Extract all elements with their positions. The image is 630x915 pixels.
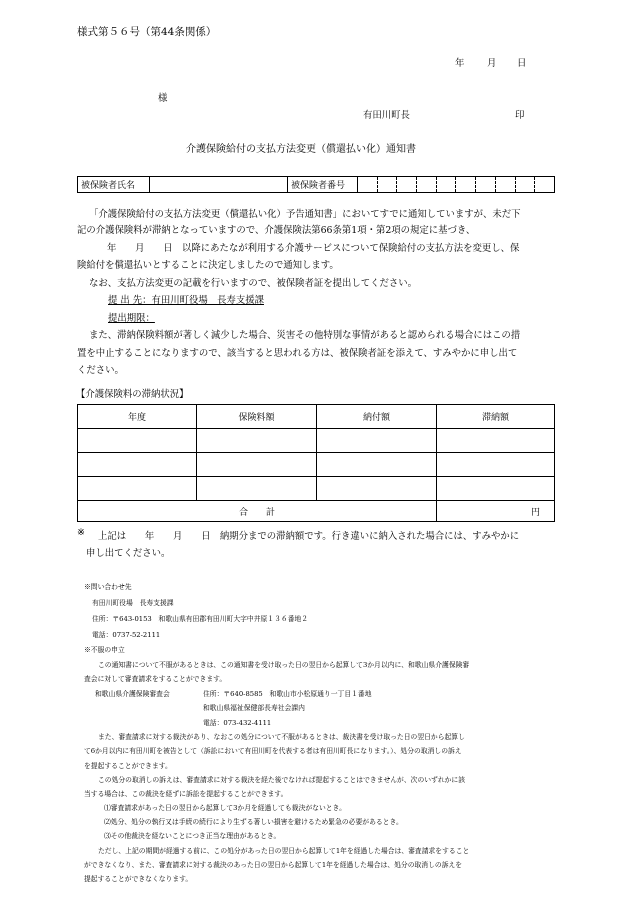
table-cell[interactable]	[197, 477, 317, 501]
submit-to: 提 出 先：有田川町役場 長寿支援課	[108, 295, 264, 306]
contact-phone: 電話：0737-52-2111	[92, 631, 161, 639]
table-row	[78, 477, 555, 501]
body-paragraph-1-cont: 記の介護保険料が滞納となっていますので、介護保険法第66条第1項・第2項の規定に基づき、	[77, 225, 476, 236]
contact-address: 住所：〒643-0153 和歌山県有田郡有田川町大字中井原１３６番地２	[92, 615, 309, 623]
table-cell[interactable]	[437, 429, 555, 453]
body-paragraph-2: 年 月 日 以降にあたなが利用する介護サービスについて保険給付の支払方法を変更し、保	[107, 243, 520, 254]
total-label: 合 計	[78, 501, 437, 522]
insured-number-label: 被保険者番号	[288, 177, 358, 193]
objection-line: て6か月以内に有田川町を被告として（訴訟において有田川町を代表する者は有田川町長になります。）、処分の取消しの訴え	[84, 747, 462, 755]
contact-heading: ※問い合わせ先	[84, 583, 132, 591]
body-paragraph-3: なお、支払方法変更の記載を行いますので、被保険者証を提出してください。	[89, 278, 417, 289]
table-cell[interactable]	[437, 453, 555, 477]
body-paragraph-1: 「介護保険給付の支払方法変更（償還払い化）予告通知書」においてすでに通知していますが、未だ下	[89, 209, 521, 220]
table-cell[interactable]	[78, 429, 197, 453]
addressee-suffix: 様	[158, 93, 168, 104]
objection-line: を提起することができます。	[84, 762, 172, 770]
table-row	[78, 453, 555, 477]
objection-line: 査会に対して審査請求をすることができます。	[84, 675, 227, 683]
column-header: 滞納額	[437, 405, 555, 429]
objection-condition: ⑶その他裁決を経ないことにつき正当な理由があるとき。	[104, 832, 281, 840]
objection-line: また、審査請求に対する裁決があり、なおこの処分について不服があるときは、裁決書を受け取った日の翌日から起算し	[98, 733, 465, 741]
total-unit[interactable]: 円	[437, 501, 555, 522]
insured-number-digit[interactable]	[358, 177, 378, 193]
note-line-2: 申し出てください。	[86, 548, 171, 559]
council-address: 住所：〒640-8585 和歌山市小松原通り一丁目１番地	[203, 690, 372, 698]
column-header: 年度	[78, 405, 197, 429]
table-cell[interactable]	[78, 477, 197, 501]
body-paragraph-4-cont: 置を中止することになりますので、該当すると思われる方は、被保険者証を添えて、すみやかに申し出て	[77, 348, 518, 359]
table-cell[interactable]	[78, 453, 197, 477]
arrears-heading: 【介護保険料の滞納状況】	[76, 389, 189, 400]
insured-number-digit[interactable]	[377, 177, 397, 193]
form-number: 様式第５６号（第44条関係）	[77, 26, 217, 38]
insured-number-digit[interactable]	[456, 177, 476, 193]
objection-condition: ⑴審査請求があった日の翌日から起算して3か月を経過しても裁決がないとき。	[104, 804, 346, 812]
note-mark: ※	[77, 527, 85, 538]
insured-name-field[interactable]	[150, 177, 288, 193]
table-cell[interactable]	[317, 453, 437, 477]
date-year: 年	[455, 58, 465, 69]
insured-name-label: 被保険者氏名	[78, 177, 150, 193]
objection-heading: ※不服の申立	[84, 646, 125, 654]
column-header: 保険料額	[197, 405, 317, 429]
insured-number-digit[interactable]	[535, 177, 555, 193]
table-cell[interactable]	[317, 477, 437, 501]
submit-deadline: 提出期限：	[108, 313, 155, 324]
issuer: 有田川町長	[363, 110, 410, 121]
column-header: 納付額	[317, 405, 437, 429]
date-month: 月	[487, 58, 497, 69]
objection-line: ただし、上記の期間が経過する前に、この処分があった日の翌日から起算して1年を経過した場合は、審査請求をすること	[98, 847, 470, 855]
objection-condition: ⑵処分、処分の執行又は手続の続行により生ずる著しい損害を避けるため緊急の必要があるとき。	[104, 818, 403, 826]
objection-line: この通知書について不服があるときは、この通知書を受け取った日の翌日から起算して3か月以内に、和歌山県介護保険審	[98, 661, 470, 669]
insured-number-digit[interactable]	[436, 177, 456, 193]
objection-line: 提起することができなくなります。	[84, 875, 193, 883]
insured-number-digit[interactable]	[417, 177, 437, 193]
body-paragraph-4: また、滞納保険料額が著しく減少した場合、災害その他特別な事情があると認められる場合にはこの措	[89, 330, 521, 341]
date-day: 日	[517, 58, 527, 69]
council-phone: 電話：073-432-4111	[203, 719, 272, 727]
table-cell[interactable]	[197, 453, 317, 477]
contact-office: 有田川町役場 長寿支援課	[92, 599, 174, 607]
insured-number-digit[interactable]	[495, 177, 515, 193]
council-name: 和歌山県介護保険審査会	[95, 690, 170, 698]
insured-number-digit[interactable]	[476, 177, 496, 193]
note-line-1: 上記は 年 月 日 納期分までの滞納額です。行き違いに納入された場合には、すみやかに	[98, 531, 520, 542]
insured-number-digit[interactable]	[515, 177, 535, 193]
insured-info-table	[77, 176, 555, 193]
objection-line: 当する場合は、この裁決を経ずに訴訟を提起することができます。	[84, 790, 288, 798]
table-cell[interactable]	[437, 477, 555, 501]
document-title: 介護保険給付の支払方法変更（償還払い化）通知書	[186, 144, 416, 155]
body-paragraph-4-end: ください。	[77, 365, 124, 376]
seal-mark: 印	[515, 110, 525, 121]
body-paragraph-2-cont: 険給付を償還払いとすることに決定しましたので通知します。	[77, 260, 339, 271]
insured-number-digit[interactable]	[397, 177, 417, 193]
total-row	[78, 501, 555, 522]
council-address-2: 和歌山県福祉保健部長寿社会課内	[203, 704, 305, 712]
table-cell[interactable]	[317, 429, 437, 453]
table-cell[interactable]	[197, 429, 317, 453]
arrears-table	[77, 404, 555, 522]
objection-line: この処分の取消しの訴えは、審査請求に対する裁決を経た後でなければ提起することはできませんが、次のいずれかに該	[98, 776, 466, 784]
table-row	[78, 429, 555, 453]
objection-line: ができなくなり、また、審査請求に対する裁決のあった日の翌日から起算して1年を経過した場合は、処分の取消しの訴えを	[84, 861, 463, 869]
